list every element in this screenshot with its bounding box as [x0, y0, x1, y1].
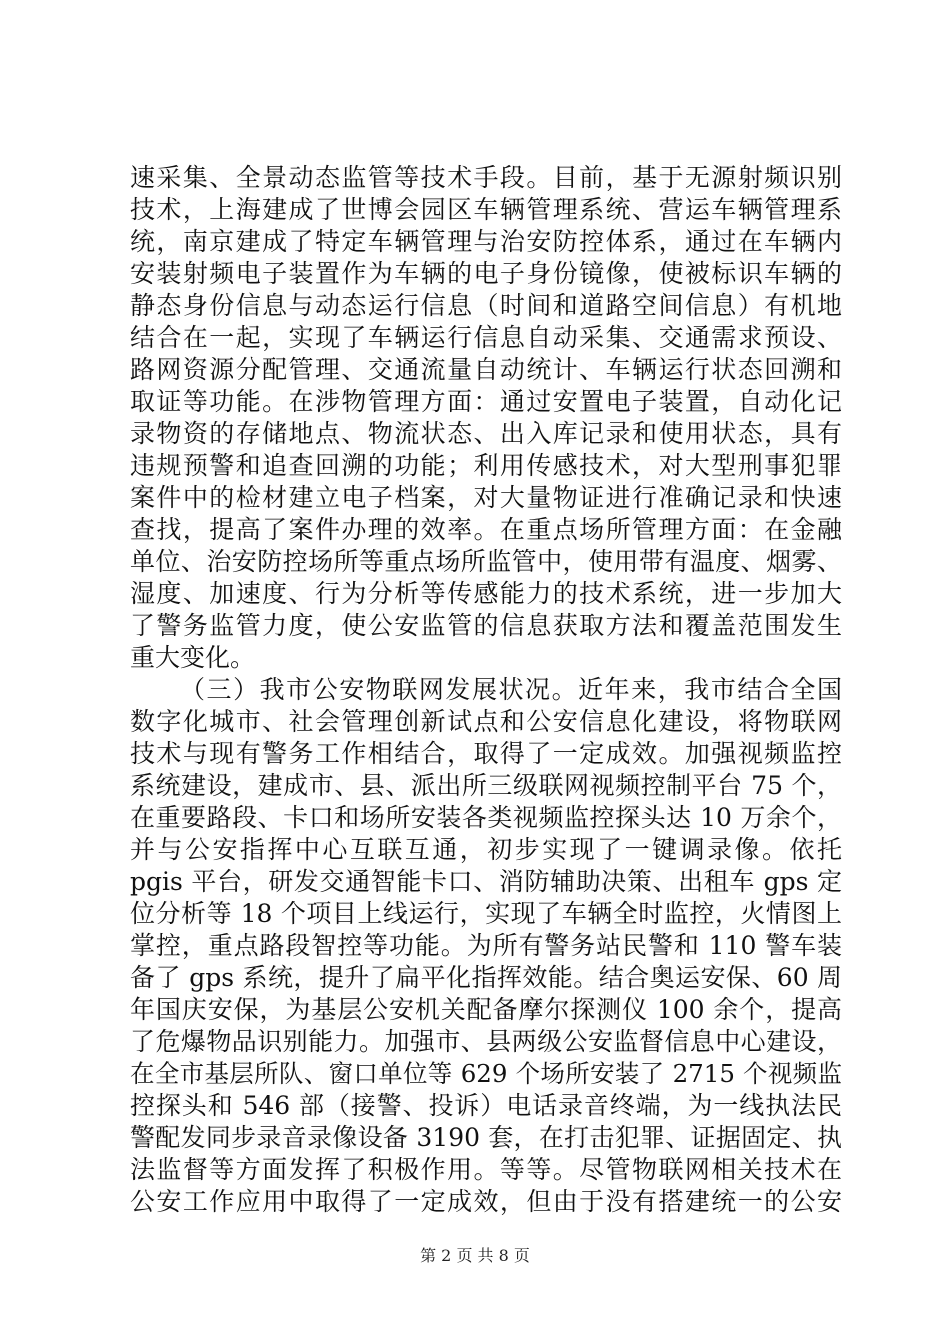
text-line: 速采集、全景动态监管等技术手段。目前，基于无源射频识别: [130, 163, 842, 192]
text-line: 年国庆安保，为基层公安机关配备摩尔探测仪 100 余个，提高: [130, 995, 842, 1024]
section-heading-line: （三）我市公安物联网发展状况。近年来，我市结合全国: [180, 675, 842, 704]
text-line: 在重要路段、卡口和场所安装各类视频监控探头达 10 万余个，: [130, 803, 842, 832]
text-line: 了警务监管力度，使公安监管的信息获取方法和覆盖范围发生: [130, 611, 842, 640]
text-line: 结合在一起，实现了车辆运行信息自动采集、交通需求预设、: [130, 323, 842, 352]
text-line: 重大变化。: [130, 643, 256, 672]
text-line: 技术，上海建成了世博会园区车辆管理系统、营运车辆管理系: [130, 195, 842, 224]
text-line: 法监督等方面发挥了积极作用。等等。尽管物联网相关技术在: [130, 1155, 842, 1184]
text-line: 数字化城市、社会管理创新试点和公安信息化建设，将物联网: [130, 707, 842, 736]
text-line: 控探头和 546 部（接警、投诉）电话录音终端，为一线执法民: [130, 1091, 842, 1120]
text-line: 安装射频电子装置作为车辆的电子身份镜像，使被标识车辆的: [130, 259, 842, 288]
text-line: 位分析等 18 个项目上线运行，实现了车辆全时监控，火情图上: [130, 899, 842, 928]
text-line: 路网资源分配管理、交通流量自动统计、车辆运行状态回溯和: [130, 355, 842, 384]
text-line: 静态身份信息与动态运行信息（时间和道路空间信息）有机地: [130, 291, 842, 320]
text-line: 警配发同步录音录像设备 3190 套，在打击犯罪、证据固定、执: [130, 1123, 842, 1152]
text-line: pgis 平台，研发交通智能卡口、消防辅助决策、出租车 gps 定: [130, 867, 842, 896]
text-line: 湿度、加速度、行为分析等传感能力的技术系统，进一步加大: [130, 579, 842, 608]
text-line: 查找，提高了案件办理的效率。在重点场所管理方面：在金融: [130, 515, 842, 544]
text-line: 技术与现有警务工作相结合，取得了一定成效。加强视频监控: [130, 739, 842, 768]
page-number-footer: 第 2 页 共 8 页: [420, 1246, 530, 1265]
text-line: 掌控，重点路段智控等功能。为所有警务站民警和 110 警车装: [130, 931, 842, 960]
text-line: 违规预警和追查回溯的功能；利用传感技术，对大型刑事犯罪: [130, 451, 842, 480]
text-line: 并与公安指挥中心互联互通，初步实现了一键调录像。依托: [130, 835, 842, 864]
text-line: 录物资的存储地点、物流状态、出入库记录和使用状态，具有: [130, 419, 842, 448]
text-line: 公安工作应用中取得了一定成效，但由于没有搭建统一的公安: [130, 1187, 842, 1216]
text-line: 备了 gps 系统，提升了扁平化指挥效能。结合奥运安保、60 周: [130, 963, 842, 992]
text-line: 系统建设，建成市、县、派出所三级联网视频控制平台 75 个，: [130, 771, 842, 800]
text-line: 单位、治安防控场所等重点场所监管中，使用带有温度、烟雾、: [130, 547, 842, 576]
text-line: 了危爆物品识别能力。加强市、县两级公安监督信息中心建设，: [130, 1027, 842, 1056]
text-line: 案件中的检材建立电子档案，对大量物证进行准确记录和快速: [130, 483, 842, 512]
text-line: 取证等功能。在涉物管理方面：通过安置电子装置，自动化记: [130, 387, 842, 416]
body-text: [130, 162, 842, 1218]
text-line: 在全市基层所队、窗口单位等 629 个场所安装了 2715 个视频监: [130, 1059, 842, 1088]
text-line: 统，南京建成了特定车辆管理与治安防控体系，通过在车辆内: [130, 227, 842, 256]
